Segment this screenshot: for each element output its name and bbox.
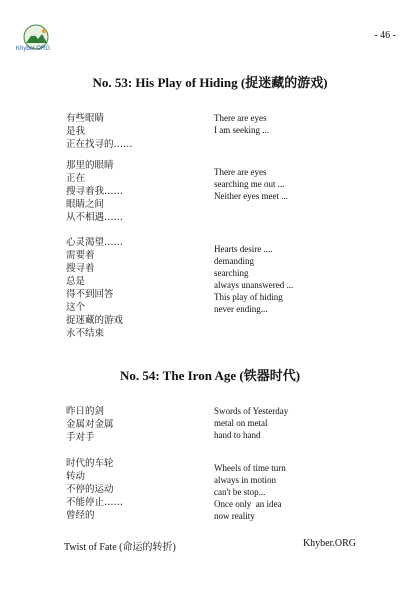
poem-54-stanza-1-english: Swords of Yesterday metal on metal hand to hand bbox=[214, 406, 289, 440]
page-number: - 46 - bbox=[374, 30, 396, 41]
poem-53-stanza-2-english: There are eyes searching me out ... Neither eyes meet ... bbox=[214, 167, 288, 201]
poem-54-stanza-2-chinese: 时代的车轮 转动 不停的运动 不能停止…… 曾经的 bbox=[66, 458, 124, 521]
footer-book-title: Twist of Fate (命运的转折) bbox=[64, 542, 176, 553]
poem-54-stanza-1-chinese: 昨日的剑 金属对金属 手对手 bbox=[66, 406, 114, 443]
poem-54-title: No. 54: The Iron Age (铁器时代) bbox=[119, 368, 301, 383]
poem-53-title: No. 53: His Play of Hiding (捉迷藏的游戏) bbox=[92, 75, 328, 90]
footer-site-name: Khyber.ORG bbox=[302, 538, 356, 549]
poem-53-stanza-2-chinese: 那里的眼睛 正在 搜寻着我…… 眼睛之间 从不相遇…… bbox=[66, 160, 124, 223]
poem-53-stanza-3-chinese: 心灵渴望…… 需要着 搜寻着 总是 得不到回答 这个 捉迷藏的游戏 永不结束 bbox=[66, 237, 124, 339]
poem-53-stanza-1-chinese: 有些眼睛 是我 正在找寻的…… bbox=[66, 113, 133, 150]
poem-53-stanza-1-english: There are eyes I am seeking ... bbox=[214, 113, 269, 135]
poem-53-stanza-3-english: Hearts desire .... demanding searching always unanswered ... This play of hiding never ending... bbox=[214, 244, 294, 314]
logo-text: Khyber.ORG bbox=[16, 46, 51, 52]
poem-54-stanza-2-english: Wheels of time turn always in motion can't be stop... Once only an idea now reality bbox=[214, 463, 286, 521]
